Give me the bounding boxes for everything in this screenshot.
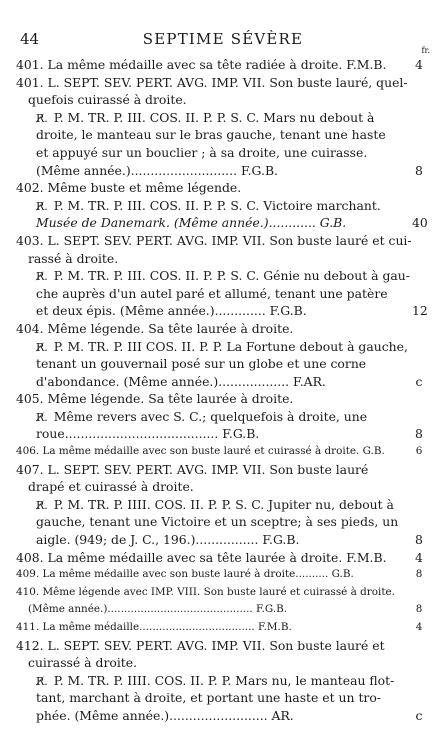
- line-text: droite, le manteau sur le bras gauche, tenant une haste: [36, 127, 386, 143]
- line-text: gauche, tenant une Victoire et un sceptre; à ses pieds, un: [36, 514, 399, 530]
- line-text: phée. (Même année.)......................... AR.: [36, 707, 294, 723]
- reverse-mark: R̸.: [36, 410, 48, 424]
- catalog-line: [16, 672, 426, 690]
- price-value: 8: [415, 162, 423, 178]
- line-text: drapé et cuirassé à droite.: [28, 479, 194, 495]
- line-text: 408. La même médaille avec sa tête laurée à droite. F.M.B.: [16, 549, 387, 565]
- price-value: c: [415, 373, 423, 389]
- line-text: 412. L. SEPT. SEV. PERT. AVG. IMP. VII. Son buste lauré et: [16, 637, 385, 653]
- catalog-line: [16, 619, 426, 637]
- price-value: 8: [415, 426, 423, 442]
- line-text: P. M. TR. P. III COS. II. P. P. La Fortune debout à gauche,: [53, 338, 408, 354]
- line-text: P. M. TR. P. III. COS. II. P. P. S. C. Victoire marchant.: [53, 197, 381, 213]
- price-value: 6: [415, 445, 423, 458]
- line-text: tant, marchant à droite, et portant une haste et un tro-: [36, 690, 381, 706]
- catalog-line: [16, 56, 426, 74]
- reverse-mark: R̸.: [36, 674, 48, 688]
- catalog-line: [16, 338, 426, 356]
- catalog-line: [16, 250, 426, 268]
- catalog-line: [16, 443, 426, 461]
- running-title: SEPTIME SÉVÈRE: [142, 30, 304, 48]
- line-text: aigle. (949; de J. C., 196.)................ F.G.B.: [36, 532, 300, 548]
- price-value: 40: [412, 215, 428, 231]
- catalog-line: [16, 496, 426, 514]
- line-text: et appuyé sur un bouclier ; à sa droite, une cuirasse.: [36, 144, 368, 160]
- price-value: c: [415, 707, 423, 723]
- line-text: 404. Même légende. Sa tête laurée à droite.: [16, 320, 294, 336]
- line-text: Musée de Danemark. (Même année.)............ G.B.: [36, 215, 347, 231]
- catalog-line: [16, 601, 426, 619]
- catalog-line: [16, 478, 426, 496]
- price-value: 8: [415, 603, 423, 616]
- catalog-line: [16, 320, 426, 338]
- catalog-line: [16, 285, 426, 303]
- line-text: 406. La même médaille avec son buste lauré et cuirassé à droite. G.B.: [16, 445, 385, 458]
- line-text: rassé à droite.: [28, 250, 119, 266]
- line-text: 402. Même buste et même légende.: [16, 180, 242, 196]
- catalog-line: [16, 109, 426, 127]
- line-text: 403. L. SEPT. SEV. PERT. AVG. IMP. VII. Son buste lauré et cui-: [16, 232, 412, 248]
- line-text: 401. L. SEPT. SEV. PERT. AVG. IMP. VII. Son buste lauré, quel-: [16, 74, 408, 90]
- price-value: 4: [415, 621, 423, 633]
- catalog-line: [16, 584, 426, 602]
- price-value: 8: [415, 532, 423, 548]
- catalog-line: [16, 390, 426, 408]
- reverse-mark: R̸.: [36, 498, 48, 512]
- reverse-mark: R̸.: [36, 270, 48, 284]
- catalog-line: [16, 162, 426, 180]
- catalog-line: [16, 531, 426, 549]
- catalog-line: [16, 566, 426, 584]
- price-value: 4: [415, 549, 423, 565]
- line-text: 401. La même médaille avec sa tête radiée à droite. F.M.B.: [16, 57, 387, 72]
- catalog-line: [16, 214, 426, 232]
- catalog-line: [16, 707, 426, 725]
- catalog-line: [16, 126, 426, 144]
- line-text: 411. La même médaille................................... F.M.B.: [16, 621, 292, 633]
- catalog-line: [16, 408, 426, 426]
- catalog-line: [16, 267, 426, 285]
- line-text: P. M. TR. P. IIII. COS. II. P. P. Mars nu, le manteau flot-: [53, 672, 395, 688]
- line-text: P. M. TR. P. IIII. COS. II. P. P. S. C. Jupiter nu, debout à: [53, 496, 394, 512]
- line-text: Même revers avec S. C.; quelquefois à droite, une: [53, 408, 368, 424]
- catalog-line: [16, 232, 426, 250]
- reverse-mark: R̸.: [36, 199, 48, 213]
- line-text: 410. Même légende avec IMP. VIII. Son buste lauré et cuirassé à droite.: [16, 585, 395, 598]
- catalog-line: [16, 549, 426, 567]
- line-text: quefois cuirassé à droite.: [28, 92, 187, 108]
- catalog-line: [16, 461, 426, 479]
- price-value: 12: [412, 303, 428, 319]
- line-text: et deux épis. (Même année.)............. F.G.B.: [36, 303, 307, 319]
- line-text: 407. L. SEPT. SEV. PERT. AVG. IMP. VII. Son buste lauré: [16, 461, 369, 477]
- catalog-line: [16, 91, 426, 109]
- page-number: 44: [20, 30, 40, 48]
- catalog-line: [16, 373, 426, 391]
- price-value: 4: [415, 57, 423, 72]
- line-text: (Même année.)........................... F.G.B.: [36, 162, 278, 178]
- catalog-line: [16, 637, 426, 655]
- catalog-entries: [16, 56, 426, 725]
- catalog-line: [16, 302, 426, 320]
- line-text: P. M. TR. P. III. COS. II. P. P. S. C. Mars nu debout à: [53, 109, 375, 125]
- catalog-line: [16, 74, 426, 92]
- catalog-line: [16, 179, 426, 197]
- catalog-line: [16, 654, 426, 672]
- catalog-line: [16, 197, 426, 215]
- catalog-line: [16, 355, 426, 373]
- line-text: cuirassé à droite.: [28, 655, 138, 671]
- reverse-mark: R̸.: [36, 111, 48, 125]
- catalog-line: [16, 689, 426, 707]
- line-text: 405. Même légende. Sa tête laurée à droite.: [16, 391, 294, 407]
- reverse-mark: R̸.: [36, 340, 48, 354]
- price-value: 8: [415, 568, 423, 581]
- line-text: 409. La même médaille avec son buste lauré à droite.......... G.B.: [16, 568, 354, 581]
- line-text: roue....................................... F.G.B.: [36, 426, 260, 442]
- price-column-heading: fr.: [421, 46, 430, 55]
- catalog-line: [16, 513, 426, 531]
- catalog-line: [16, 144, 426, 162]
- line-text: che auprès d'un autel paré et allumé, tenant une patère: [36, 285, 388, 301]
- catalog-line: [16, 425, 426, 443]
- page-header: [20, 30, 430, 55]
- line-text: d'abondance. (Même année.).................. F.AR.: [36, 373, 326, 389]
- line-text: tenant un gouvernail posé sur un globe et une corne: [36, 356, 367, 372]
- line-text: P. M. TR. P. III. COS. II. P. P. S. C. Génie nu debout à gau-: [53, 268, 410, 284]
- line-text: (Même année.)............................................ F.G.B.: [28, 603, 288, 616]
